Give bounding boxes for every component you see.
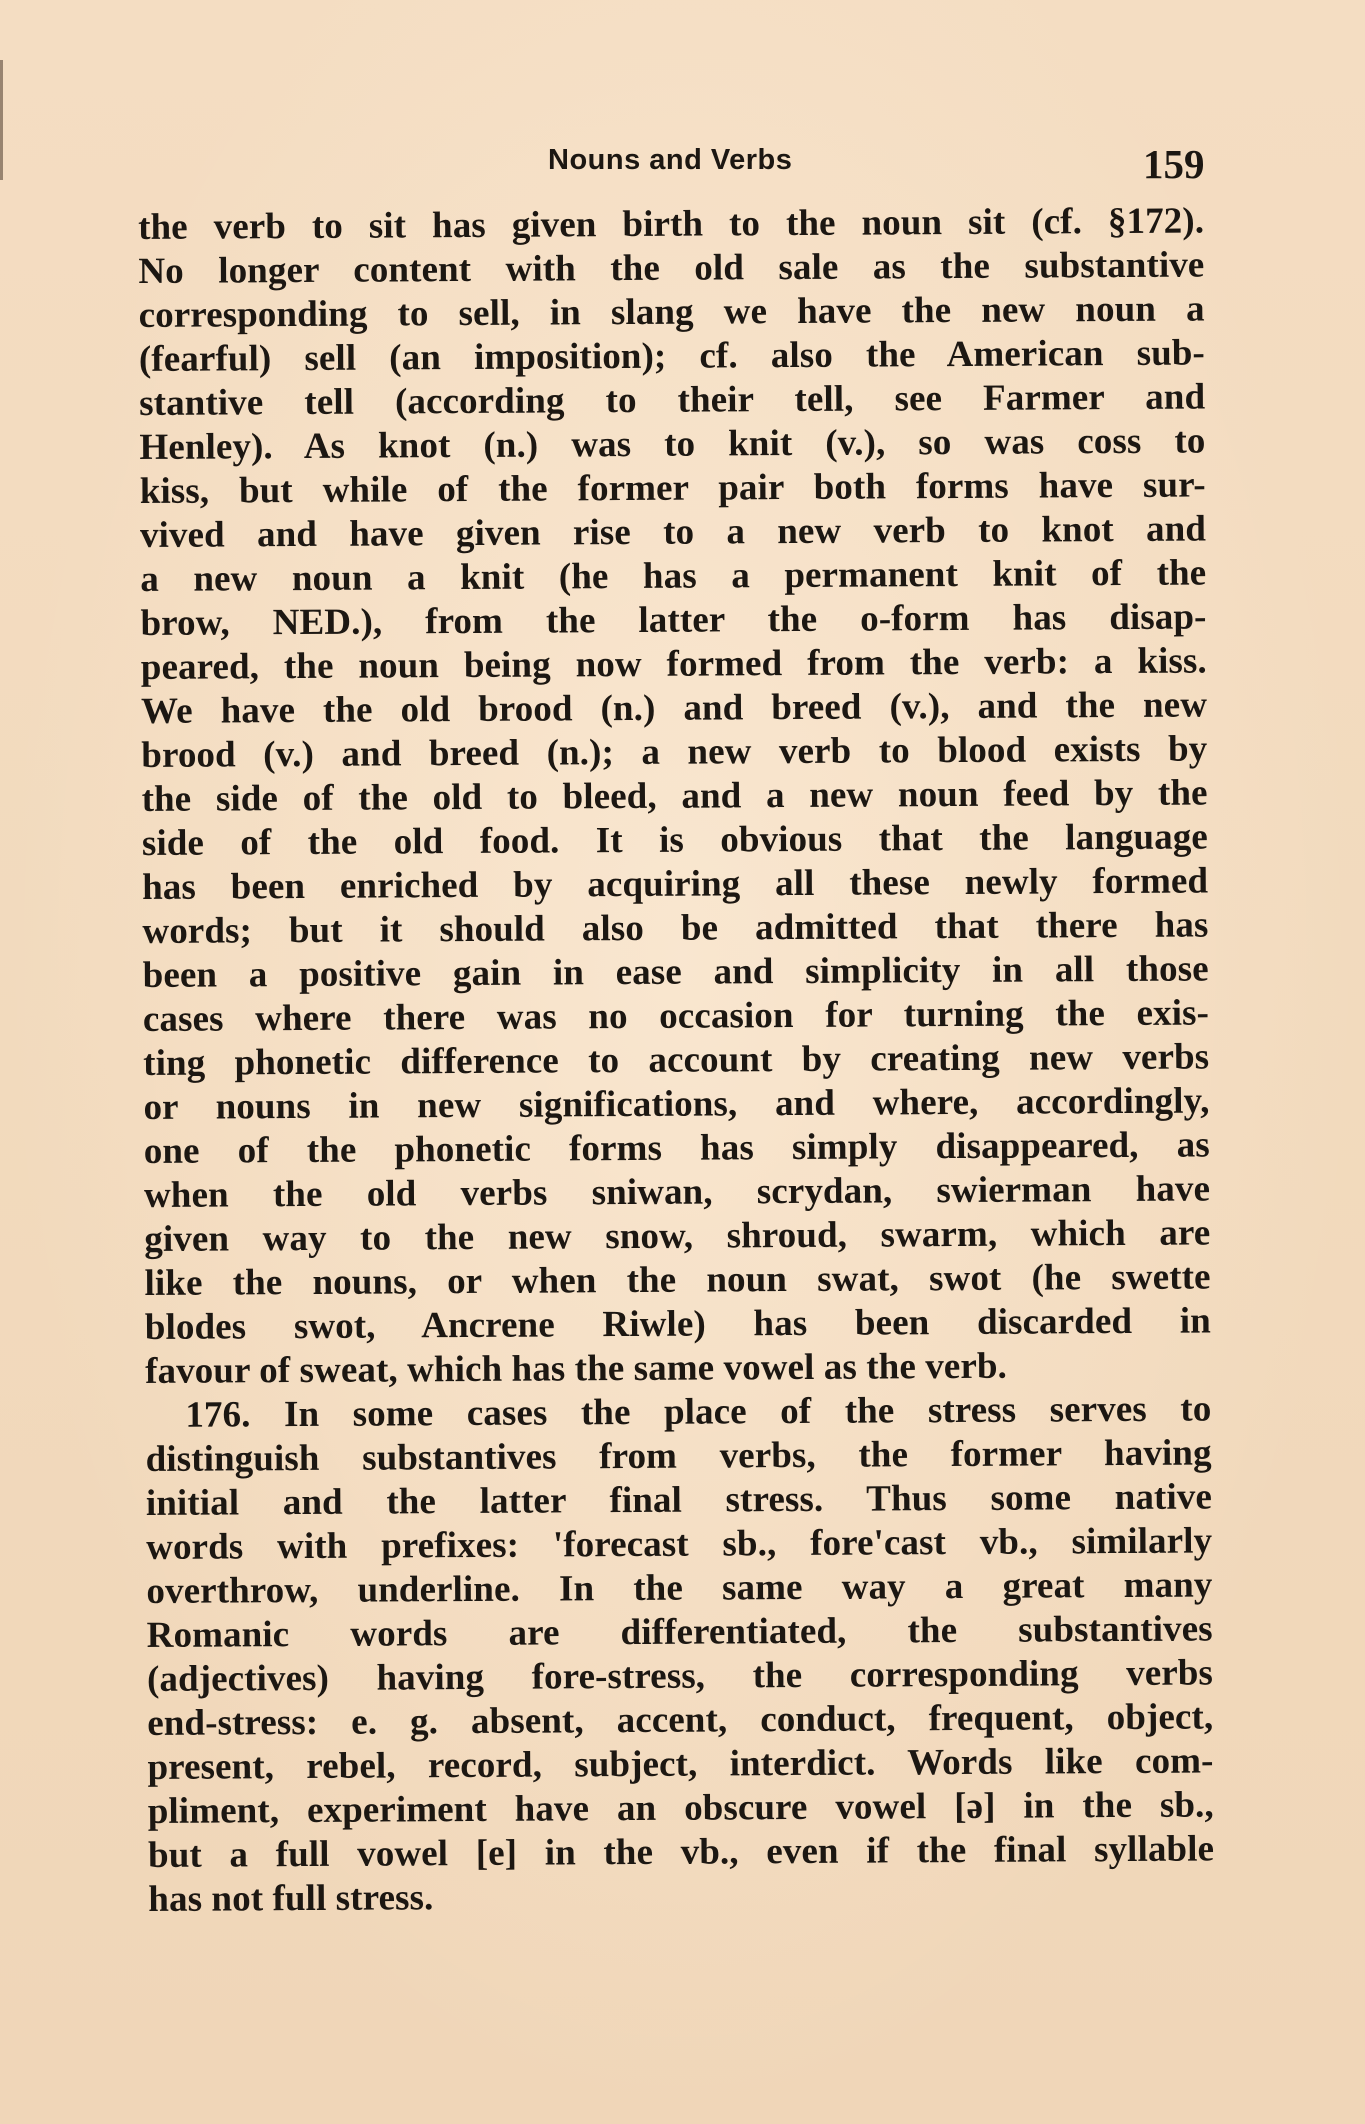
text-line: cases where there was no occasion for turning the exis- xyxy=(142,992,1210,1040)
text-line: stantive tell (according to their tell, see Farmer and xyxy=(139,376,1206,424)
body-text xyxy=(138,199,1215,1995)
text-line: overthrow, underline. In the same way a great many xyxy=(146,1564,1213,1612)
text-line: given way to the new snow, shroud, swarm, which are xyxy=(144,1212,1211,1260)
text-line: side of the old food. It is obvious that the language xyxy=(141,816,1208,864)
page-number: 159 xyxy=(1143,141,1205,187)
text-line: one of the phonetic forms has simply disappeared, as xyxy=(143,1124,1210,1172)
text-line: ting phonetic difference to account by creating new verbs xyxy=(143,1036,1210,1084)
text-line: words with prefixes: 'forecast sb., fore'cast vb., similarly xyxy=(146,1520,1213,1568)
text-line: kiss, but while of the former pair both forms have sur- xyxy=(139,464,1206,512)
text-line: brood (v.) and breed (n.); a new verb to blood exists by xyxy=(141,728,1208,776)
running-header xyxy=(0,141,1365,187)
text-line: present, rebel, record, subject, interdict. Words like com- xyxy=(147,1740,1214,1788)
text-line: or nouns in new significations, and where, accordingly, xyxy=(143,1080,1210,1128)
text-line: when the old verbs sniwan, scrydan, swierman have xyxy=(143,1168,1211,1216)
text-line: like the nouns, or when the noun swat, swot (he swette xyxy=(144,1256,1211,1304)
text-line: the side of the old to bleed, and a new noun feed by the xyxy=(141,772,1208,820)
text-line: brow, NED.), from the latter the o-form has disap- xyxy=(140,596,1207,644)
text-line: initial and the latter final stress. Thus some native xyxy=(145,1476,1213,1524)
text-line: distinguish substantives from verbs, the former having xyxy=(145,1432,1212,1480)
text-line: No longer content with the old sale as the substantive xyxy=(138,244,1205,292)
text-line: peared, the noun being now formed from the verb: a kiss. xyxy=(140,640,1207,688)
text-line: Romanic words are differentiated, the substantives xyxy=(146,1608,1213,1656)
text-line: end-stress: e. g. absent, accent, conduct, frequent, object, xyxy=(147,1696,1214,1744)
text-line: the verb to sit has given birth to the noun sit (cf. §172). xyxy=(138,200,1205,248)
text-line: (adjectives) having fore-stress, the corresponding verbs xyxy=(146,1652,1214,1700)
text-line: but a full vowel [e] in the vb., even if the final syllable xyxy=(147,1828,1215,1876)
text-line: blodes swot, Ancrene Riwle) has been discarded in xyxy=(144,1300,1211,1348)
text-line: We have the old brood (n.) and breed (v.), and the new xyxy=(140,684,1208,732)
running-title: Nouns and Verbs xyxy=(548,144,793,176)
text-line: favour of sweat, which has the same vowel as the verb. xyxy=(144,1345,1008,1392)
text-line: words; but it should also be admitted that there has xyxy=(142,904,1209,952)
text-line: Henley). As knot (n.) was to knit (v.), so was coss to xyxy=(139,420,1206,468)
text-line: corresponding to sell, in slang we have the new noun a xyxy=(138,288,1205,336)
text-line: pliment, experiment have an obscure vowel [ə] in the sb., xyxy=(147,1784,1214,1832)
text-line: has been enriched by acquiring all these newly formed xyxy=(142,860,1209,908)
text-line: has not full stress. xyxy=(148,1877,434,1920)
text-line: a new noun a knit (he has a permanent knit of the xyxy=(140,552,1207,600)
text-line: (fearful) sell (an imposition); cf. also the American sub- xyxy=(138,332,1206,380)
text-line: been a positive gain in ease and simplicity in all those xyxy=(142,948,1209,996)
text-line: vived and have given rise to a new verb to knot and xyxy=(139,508,1207,556)
section-176-start: 176. In some cases the place of the stress serves to xyxy=(185,1388,1212,1436)
